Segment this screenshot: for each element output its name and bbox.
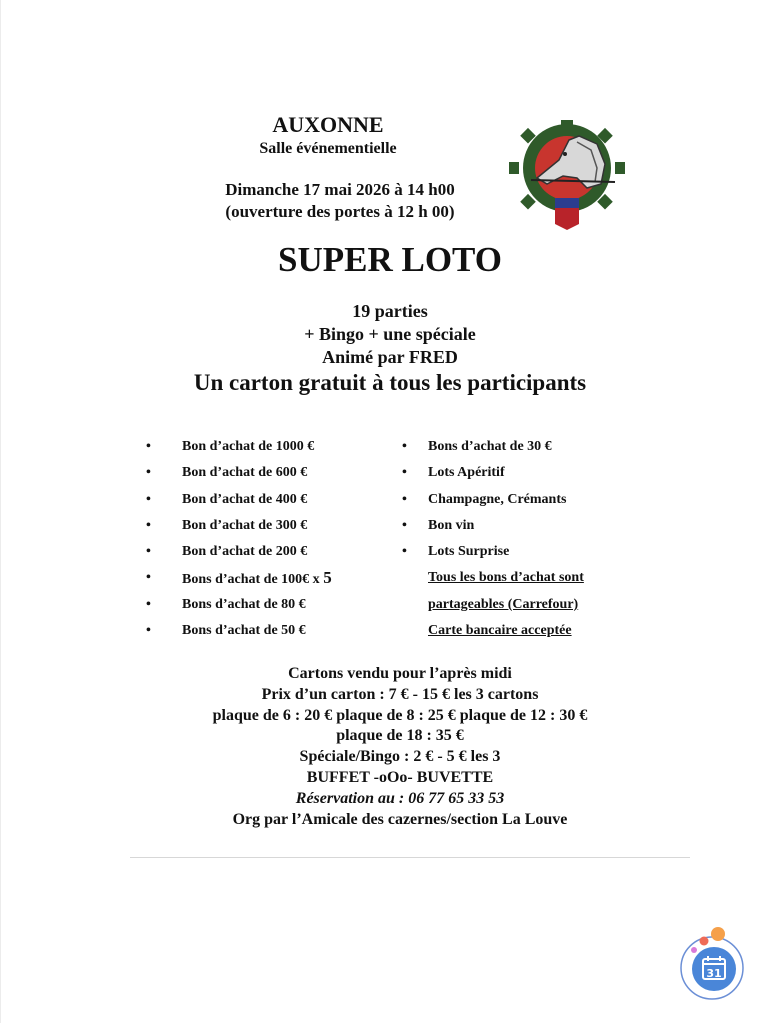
pricing-info <box>160 664 640 830</box>
bullet-icon: • <box>146 517 151 533</box>
bullet-icon: • <box>402 439 407 454</box>
bullet-icon: • <box>146 623 151 639</box>
divider <box>130 857 690 858</box>
event-details <box>240 300 540 369</box>
event-title: SUPER LOTO <box>278 240 502 279</box>
event-date-time: Dimanche 17 mai 2026 à 14 h00 <box>225 180 455 199</box>
doors-open-time: (ouverture des portes à 12 h 00) <box>225 202 455 221</box>
bullet-icon: • <box>146 491 151 507</box>
bullet-icon: • <box>402 491 407 507</box>
bullet-icon: • <box>402 517 407 533</box>
calendar-day: 31 <box>706 967 722 980</box>
bullet-icon: • <box>146 465 151 481</box>
venue-name: Salle événementielle <box>259 140 397 157</box>
bullet-icon: • <box>146 544 151 560</box>
organizer-line: Org par l’Amicale des cazernes/section La Louve <box>232 810 568 828</box>
games-count: 19 parties <box>352 301 428 321</box>
card-price-line: Prix d’un carton : 7 € - 15 € les 3 cartons <box>261 685 539 703</box>
bullet-icon: • <box>146 596 151 612</box>
cards-sold-line: Cartons vendu pour l’après midi <box>288 665 512 682</box>
bullet-icon: • <box>146 570 151 586</box>
plate-prices-line: plaque de 6 : 20 € plaque de 8 : 25 € plaque de 12 : 30 € <box>212 706 588 724</box>
plate-18-price-line: plaque de 18 : 35 € <box>336 727 464 745</box>
calendar-icon[interactable] <box>676 924 752 1004</box>
horse-head-gear-emblem-icon <box>507 120 629 232</box>
free-card-notice: Un carton gratuit à tous les participants <box>193 370 587 395</box>
special-bingo-price-line: Spéciale/Bingo : 2 € - 5 € les 3 <box>299 748 501 766</box>
bullet-icon: • <box>146 439 151 454</box>
bullet-icon: • <box>402 544 407 560</box>
town-name: AUXONNE <box>272 112 384 137</box>
reservation-phone: Réservation au : 06 77 65 33 53 <box>295 789 505 807</box>
bingo-special: + Bingo + une spéciale <box>304 324 476 344</box>
bullet-icon: • <box>402 465 407 481</box>
buffet-bar-line: BUFFET -oOo- BUVETTE <box>306 768 494 786</box>
host: Animé par FRED <box>322 347 458 367</box>
